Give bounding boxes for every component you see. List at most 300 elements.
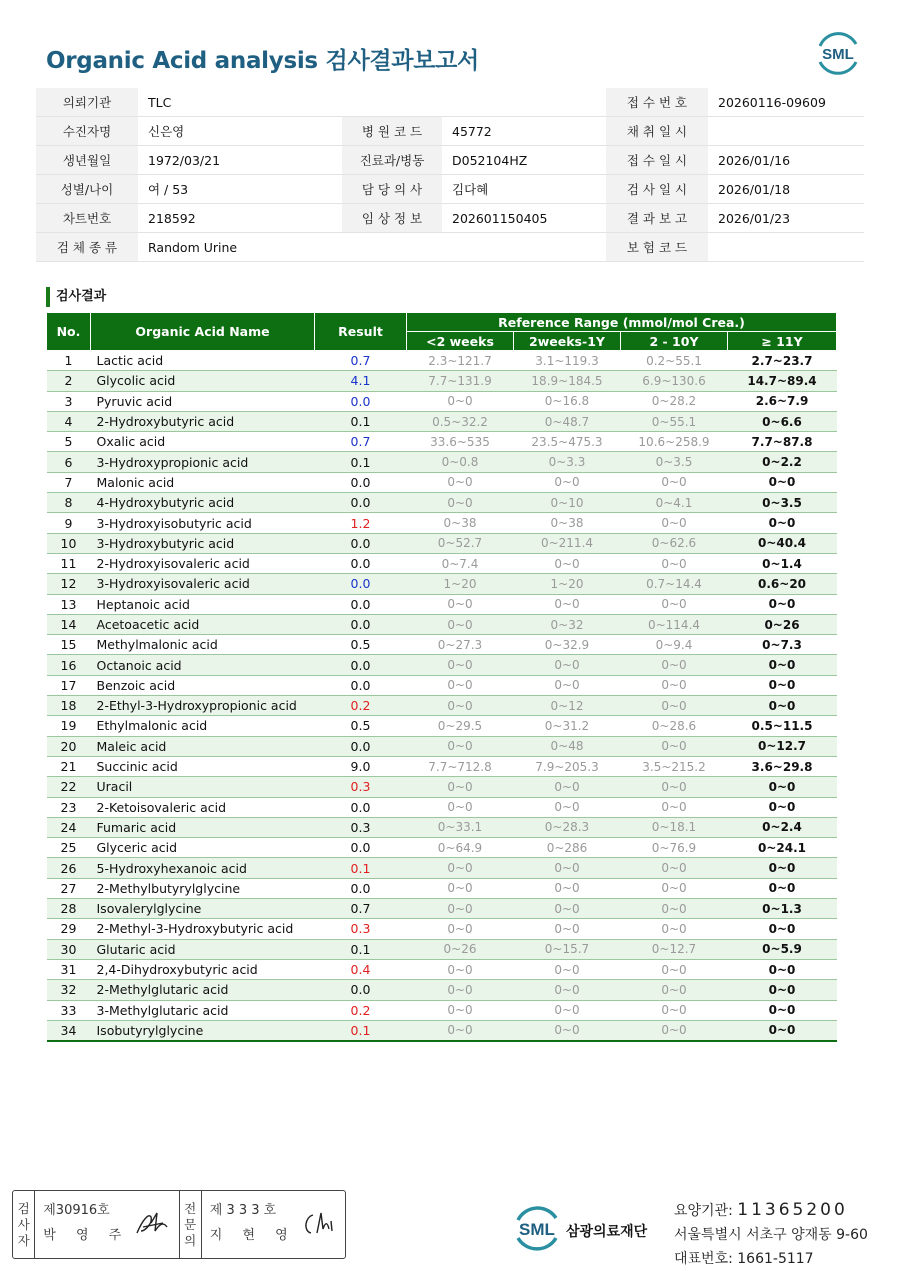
reference-range: 0~0 — [621, 1000, 728, 1020]
reference-range: 0~0 — [728, 675, 837, 695]
result-value: 0.0 — [315, 533, 407, 553]
reference-range: 0~0 — [728, 980, 837, 1000]
table-row — [47, 513, 837, 533]
table-row — [47, 756, 837, 776]
info-label: 결 과 보 고 — [606, 204, 708, 233]
row-number: 18 — [47, 696, 91, 716]
results-table — [46, 312, 837, 1042]
acid-name: Acetoacetic acid — [91, 614, 315, 634]
reference-range: 0~0 — [407, 675, 514, 695]
row-number: 16 — [47, 655, 91, 675]
reference-range: 0~0 — [728, 1020, 837, 1041]
acid-name: 2-Methylbutyrylglycine — [91, 878, 315, 898]
info-label: 병 원 코 드 — [342, 117, 442, 146]
info-value: D052104HZ — [442, 146, 606, 175]
reference-range: 0~10 — [514, 493, 621, 513]
info-label: 보 험 코 드 — [606, 233, 708, 262]
info-value: 2026/01/16 — [708, 146, 864, 175]
result-value: 0.3 — [315, 817, 407, 837]
reference-range: 7.9~205.3 — [514, 756, 621, 776]
info-value: 218592 — [138, 204, 342, 233]
acid-name: Maleic acid — [91, 736, 315, 756]
row-number: 20 — [47, 736, 91, 756]
row-number: 5 — [47, 432, 91, 452]
reference-range: 0~0 — [514, 899, 621, 919]
reference-range: 0~29.5 — [407, 716, 514, 736]
acid-name: 2-Ethyl-3-Hydroxypropionic acid — [91, 696, 315, 716]
result-value: 0.1 — [315, 939, 407, 959]
acid-name: Octanoic acid — [91, 655, 315, 675]
acid-name: 3-Hydroxybutyric acid — [91, 533, 315, 553]
acid-name: Benzoic acid — [91, 675, 315, 695]
result-value: 0.0 — [315, 736, 407, 756]
table-row — [47, 452, 837, 472]
examiner-label: 검 사 자 — [13, 1191, 35, 1258]
reference-range: 0~38 — [514, 513, 621, 533]
result-value: 0.2 — [315, 1000, 407, 1020]
reference-range: 0~32 — [514, 614, 621, 634]
result-value: 0.1 — [315, 411, 407, 431]
phone: 대표번호: 1661-5117 — [674, 1251, 814, 1267]
reference-range: 0~0.8 — [407, 452, 514, 472]
result-value: 0.5 — [315, 716, 407, 736]
row-number: 33 — [47, 1000, 91, 1020]
table-row — [47, 696, 837, 716]
address: 서울특별시 서초구 양재동 9-60 — [674, 1227, 868, 1243]
result-value: 0.3 — [315, 777, 407, 797]
reference-range: 0~0 — [407, 594, 514, 614]
reference-range: 0~76.9 — [621, 838, 728, 858]
acid-name: 2-Methylglutaric acid — [91, 980, 315, 1000]
reference-range: 0~26 — [728, 614, 837, 634]
table-row — [47, 635, 837, 655]
reference-range: 0~0 — [621, 655, 728, 675]
reference-range: 2.7~23.7 — [728, 351, 837, 371]
reference-range: 0~0 — [728, 472, 837, 492]
table-row — [47, 980, 837, 1000]
reference-range: 0~3.5 — [728, 493, 837, 513]
info-row — [36, 146, 864, 175]
row-number: 19 — [47, 716, 91, 736]
info-value: TLC — [138, 88, 342, 117]
header-result: Result — [315, 313, 407, 351]
reference-range: 0~0 — [728, 1000, 837, 1020]
reference-range: 18.9~184.5 — [514, 371, 621, 391]
table-row — [47, 594, 837, 614]
result-value: 0.0 — [315, 594, 407, 614]
info-value: 신은영 — [138, 117, 342, 146]
reference-range: 0~0 — [514, 675, 621, 695]
table-row — [47, 899, 837, 919]
info-row — [36, 117, 864, 146]
info-label — [342, 88, 442, 117]
info-value — [708, 117, 864, 146]
row-number: 26 — [47, 858, 91, 878]
info-value: Random Urine — [138, 233, 342, 262]
reference-range: 0~0 — [514, 594, 621, 614]
reference-range: 0~38 — [407, 513, 514, 533]
result-value: 0.1 — [315, 1020, 407, 1041]
result-value: 0.0 — [315, 574, 407, 594]
acid-name: 4-Hydroxybutyric acid — [91, 493, 315, 513]
table-row — [47, 777, 837, 797]
reference-range: 0~33.1 — [407, 817, 514, 837]
sml-logo-top — [812, 28, 864, 78]
acid-name: Isobutyrylglycine — [91, 1020, 315, 1041]
header-range-2: 2weeks-1Y — [514, 332, 621, 351]
reference-range: 0.5~32.2 — [407, 411, 514, 431]
reference-range: 0~0 — [621, 899, 728, 919]
row-number: 9 — [47, 513, 91, 533]
acid-name: 3-Hydroxypropionic acid — [91, 452, 315, 472]
reference-range: 3.5~215.2 — [621, 756, 728, 776]
table-row — [47, 878, 837, 898]
result-value: 1.2 — [315, 513, 407, 533]
table-row — [47, 675, 837, 695]
reference-range: 0~12 — [514, 696, 621, 716]
header-range-3: 2 - 10Y — [621, 332, 728, 351]
reference-range: 10.6~258.9 — [621, 432, 728, 452]
row-number: 21 — [47, 756, 91, 776]
row-number: 3 — [47, 391, 91, 411]
reference-range: 0~0 — [407, 1000, 514, 1020]
reference-range: 0~0 — [514, 959, 621, 979]
reference-range: 0~0 — [728, 878, 837, 898]
info-value: 20260116-09609 — [708, 88, 864, 117]
reference-range: 0~0 — [728, 777, 837, 797]
reference-range: 7.7~87.8 — [728, 432, 837, 452]
reference-range: 6.9~130.6 — [621, 371, 728, 391]
reference-range: 0~0 — [621, 594, 728, 614]
row-number: 24 — [47, 817, 91, 837]
info-label: 진료과/병동 — [342, 146, 442, 175]
reference-range: 0~0 — [514, 858, 621, 878]
result-value: 0.0 — [315, 391, 407, 411]
reference-range: 0~0 — [407, 391, 514, 411]
reference-range: 0~0 — [407, 655, 514, 675]
reference-range: 0~0 — [407, 493, 514, 513]
reference-range: 0~62.6 — [621, 533, 728, 553]
result-value: 4.1 — [315, 371, 407, 391]
signature-box — [12, 1190, 346, 1259]
reference-range: 3.1~119.3 — [514, 351, 621, 371]
acid-name: Malonic acid — [91, 472, 315, 492]
reference-range: 0~0 — [407, 919, 514, 939]
reference-range: 0~28.3 — [514, 817, 621, 837]
specialist-signature — [299, 1209, 339, 1239]
reference-range: 0~52.7 — [407, 533, 514, 553]
reference-range: 0~16.8 — [514, 391, 621, 411]
reference-range: 0~3.3 — [514, 452, 621, 472]
reference-range: 0~0 — [728, 696, 837, 716]
reference-range: 0~0 — [407, 472, 514, 492]
reference-range: 1~20 — [407, 574, 514, 594]
info-label: 채 취 일 시 — [606, 117, 708, 146]
reference-range: 0~4.1 — [621, 493, 728, 513]
result-value: 0.7 — [315, 899, 407, 919]
result-value: 0.0 — [315, 838, 407, 858]
row-number: 29 — [47, 919, 91, 939]
info-value: 김다혜 — [442, 175, 606, 204]
row-number: 15 — [47, 635, 91, 655]
acid-name: 5-Hydroxyhexanoic acid — [91, 858, 315, 878]
info-label: 의뢰기관 — [36, 88, 138, 117]
reference-range: 0~0 — [514, 777, 621, 797]
acid-name: Lactic acid — [91, 351, 315, 371]
table-row — [47, 472, 837, 492]
acid-name: Glycolic acid — [91, 371, 315, 391]
result-value: 0.0 — [315, 493, 407, 513]
patient-info-table — [36, 88, 864, 262]
table-row — [47, 736, 837, 756]
info-row — [36, 233, 864, 262]
result-value: 0.0 — [315, 472, 407, 492]
reference-range: 0~0 — [728, 858, 837, 878]
info-row — [36, 88, 864, 117]
row-number: 4 — [47, 411, 91, 431]
reference-range: 0~0 — [621, 675, 728, 695]
table-row — [47, 1000, 837, 1020]
table-row — [47, 493, 837, 513]
reference-range: 0~55.1 — [621, 411, 728, 431]
result-value: 0.5 — [315, 635, 407, 655]
table-row — [47, 411, 837, 431]
reference-range: 0~48 — [514, 736, 621, 756]
reference-range: 33.6~535 — [407, 432, 514, 452]
acid-name: Glyceric acid — [91, 838, 315, 858]
info-label — [342, 233, 442, 262]
reference-range: 7.7~131.9 — [407, 371, 514, 391]
reference-range: 0~0 — [621, 472, 728, 492]
result-value: 0.0 — [315, 980, 407, 1000]
row-number: 32 — [47, 980, 91, 1000]
reference-range: 0~0 — [407, 797, 514, 817]
info-value: 여 / 53 — [138, 175, 342, 204]
reference-range: 0~0 — [514, 878, 621, 898]
result-value: 0.7 — [315, 351, 407, 371]
reference-range: 0~18.1 — [621, 817, 728, 837]
reference-range: 0~0 — [621, 513, 728, 533]
info-label: 성별/나이 — [36, 175, 138, 204]
reference-range: 0~2.4 — [728, 817, 837, 837]
row-number: 30 — [47, 939, 91, 959]
row-number: 23 — [47, 797, 91, 817]
table-row — [47, 919, 837, 939]
specialist-license: 제 3 3 3 호 — [209, 1203, 277, 1218]
reference-range: 0~0 — [621, 919, 728, 939]
reference-range: 0~1.3 — [728, 899, 837, 919]
reference-range: 0~211.4 — [514, 533, 621, 553]
acid-name: Oxalic acid — [91, 432, 315, 452]
reference-range: 0~26 — [407, 939, 514, 959]
row-number: 7 — [47, 472, 91, 492]
table-row — [47, 797, 837, 817]
reference-range: 0~0 — [407, 959, 514, 979]
reference-range: 0.5~11.5 — [728, 716, 837, 736]
reference-range: 0~0 — [514, 472, 621, 492]
reference-range: 0.6~20 — [728, 574, 837, 594]
reference-range: 0~31.2 — [514, 716, 621, 736]
result-value: 0.2 — [315, 696, 407, 716]
row-number: 25 — [47, 838, 91, 858]
reference-range: 0~0 — [621, 959, 728, 979]
reference-range: 3.6~29.8 — [728, 756, 837, 776]
result-value: 0.0 — [315, 878, 407, 898]
reference-range: 0~0 — [407, 696, 514, 716]
acid-name: 2-Methyl-3-Hydroxybutyric acid — [91, 919, 315, 939]
table-row — [47, 371, 837, 391]
acid-name: Methylmalonic acid — [91, 635, 315, 655]
info-value: 202601150405 — [442, 204, 606, 233]
row-number: 22 — [47, 777, 91, 797]
reference-range: 0~6.6 — [728, 411, 837, 431]
table-row — [47, 574, 837, 594]
logo-text-bottom: SML — [519, 1220, 555, 1239]
reference-range: 14.7~89.4 — [728, 371, 837, 391]
reference-range: 0~0 — [407, 878, 514, 898]
row-number: 27 — [47, 878, 91, 898]
reference-range: 1~20 — [514, 574, 621, 594]
reference-range: 0~0 — [514, 797, 621, 817]
reference-range: 0~12.7 — [728, 736, 837, 756]
result-value: 0.1 — [315, 858, 407, 878]
header-reference-range: Reference Range (mmol/mol Crea.) — [407, 313, 837, 332]
reference-range: 0~0 — [621, 1020, 728, 1041]
row-number: 13 — [47, 594, 91, 614]
table-row — [47, 939, 837, 959]
table-row — [47, 716, 837, 736]
table-row — [47, 1020, 837, 1041]
examiner-name: 박 영 주 — [43, 1228, 130, 1243]
table-row — [47, 553, 837, 573]
acid-name: 2-Hydroxybutyric acid — [91, 411, 315, 431]
address-block — [674, 1198, 868, 1271]
logo-text: SML — [822, 46, 854, 63]
row-number: 2 — [47, 371, 91, 391]
specialist-label: 전 문 의 — [180, 1191, 202, 1258]
reference-range: 0~286 — [514, 838, 621, 858]
reference-range: 0~0 — [514, 553, 621, 573]
specialist-cell — [202, 1191, 345, 1258]
row-number: 1 — [47, 351, 91, 371]
table-row — [47, 351, 837, 371]
table-row — [47, 655, 837, 675]
acid-name: Ethylmalonic acid — [91, 716, 315, 736]
reference-range: 0~24.1 — [728, 838, 837, 858]
acid-name: Succinic acid — [91, 756, 315, 776]
table-row — [47, 432, 837, 452]
reference-range: 0~0 — [621, 777, 728, 797]
acid-name: 2-Hydroxyisovaleric acid — [91, 553, 315, 573]
info-label: 검 체 종 류 — [36, 233, 138, 262]
result-value: 9.0 — [315, 756, 407, 776]
acid-name: Heptanoic acid — [91, 594, 315, 614]
reference-range: 0~1.4 — [728, 553, 837, 573]
info-label: 담 당 의 사 — [342, 175, 442, 204]
reference-range: 0~0 — [514, 1000, 621, 1020]
row-number: 17 — [47, 675, 91, 695]
info-value — [442, 88, 606, 117]
reference-range: 2.3~121.7 — [407, 351, 514, 371]
acid-name: Glutaric acid — [91, 939, 315, 959]
header-range-4: ≥ 11Y — [728, 332, 837, 351]
info-label: 접 수 일 시 — [606, 146, 708, 175]
reference-range: 0~0 — [514, 655, 621, 675]
row-number: 6 — [47, 452, 91, 472]
examiner-license: 제30916호 — [43, 1203, 110, 1218]
reference-range: 0~12.7 — [621, 939, 728, 959]
reference-range: 0~0 — [621, 797, 728, 817]
row-number: 10 — [47, 533, 91, 553]
reference-range: 0~0 — [621, 858, 728, 878]
reference-range: 0~0 — [728, 959, 837, 979]
result-value: 0.0 — [315, 553, 407, 573]
reference-range: 0~32.9 — [514, 635, 621, 655]
examiner-cell — [35, 1191, 179, 1258]
result-value: 0.4 — [315, 959, 407, 979]
acid-name: Uracil — [91, 777, 315, 797]
row-number: 8 — [47, 493, 91, 513]
reference-range: 0~0 — [514, 1020, 621, 1041]
info-value — [442, 233, 606, 262]
acid-name: 3-Hydroxyisobutyric acid — [91, 513, 315, 533]
reference-range: 0~0 — [407, 777, 514, 797]
reference-range: 0~0 — [407, 858, 514, 878]
result-value: 0.0 — [315, 797, 407, 817]
reference-range: 0~40.4 — [728, 533, 837, 553]
table-row — [47, 959, 837, 979]
reference-range: 0~15.7 — [514, 939, 621, 959]
info-value: 2026/01/23 — [708, 204, 864, 233]
reference-range: 0~7.3 — [728, 635, 837, 655]
info-label: 수진자명 — [36, 117, 138, 146]
reference-range: 0~9.4 — [621, 635, 728, 655]
header-no: No. — [47, 313, 91, 351]
specialist-name: 지 현 영 — [209, 1228, 296, 1243]
result-value: 0.0 — [315, 675, 407, 695]
reference-range: 0~0 — [407, 1020, 514, 1041]
reference-range: 0~0 — [621, 736, 728, 756]
reference-range: 0~0 — [407, 980, 514, 1000]
acid-name: 2,4-Dihydroxybutyric acid — [91, 959, 315, 979]
result-value: 0.3 — [315, 919, 407, 939]
sml-logo-bottom — [510, 1200, 564, 1256]
info-label: 검 사 일 시 — [606, 175, 708, 204]
row-number: 34 — [47, 1020, 91, 1041]
reference-range: 0~0 — [621, 980, 728, 1000]
result-value: 0.0 — [315, 614, 407, 634]
report-title: Organic Acid analysis 검사결과보고서 — [46, 48, 479, 74]
reference-range: 0~114.4 — [621, 614, 728, 634]
acid-name: Isovalerylglycine — [91, 899, 315, 919]
result-value: 0.0 — [315, 655, 407, 675]
reference-range: 0~0 — [728, 797, 837, 817]
reference-range: 0~64.9 — [407, 838, 514, 858]
reference-range: 0~5.9 — [728, 939, 837, 959]
info-label: 접 수 번 호 — [606, 88, 708, 117]
institution-code: 요양기관: 11365200 — [674, 1200, 848, 1220]
info-row — [36, 204, 864, 233]
reference-range: 0~0 — [407, 614, 514, 634]
reference-range: 0~0 — [514, 919, 621, 939]
header-range-1: <2 weeks — [407, 332, 514, 351]
reference-range: 0~0 — [621, 878, 728, 898]
reference-range: 0~7.4 — [407, 553, 514, 573]
reference-range: 0~28.6 — [621, 716, 728, 736]
examiner-signature — [133, 1209, 173, 1239]
reference-range: 0~2.2 — [728, 452, 837, 472]
row-number: 11 — [47, 553, 91, 573]
